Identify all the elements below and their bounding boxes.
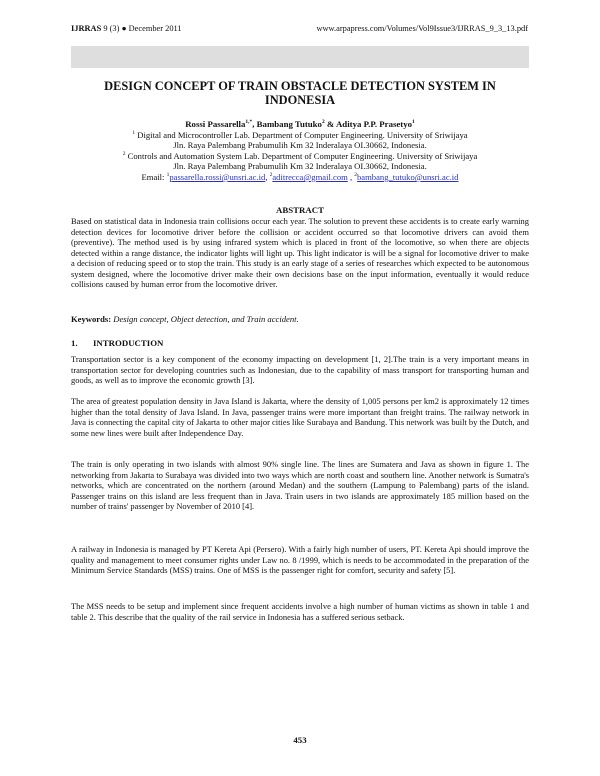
author-1: Rossi Passarella xyxy=(185,119,246,129)
body-paragraph: Transportation sector is a key component of the economy impacting on development [1, 2].The train is a very important means in transportation sector for developing countries such as Indonesian, due to the capability of mass transport for transporting human and goods, as well as to improve the economic growth [3]. xyxy=(71,354,529,386)
section-title: INTRODUCTION xyxy=(93,338,164,348)
body-paragraph: The MSS needs to be setup and implement since frequent accidents involve a high number of human victims as shown in table 1 and table 2. This describe that the quality of the rail service in Indonesia has a suffered serious setback. xyxy=(71,601,529,622)
email-3-sup: 2 xyxy=(354,172,357,179)
affiliation-2-line-1: Controls and Automation System Lab. Department of Computer Engineering. University of Sriwijaya xyxy=(125,150,478,161)
page-number: 453 xyxy=(293,735,307,745)
keywords-text: Design concept, Object detection, and Train accident. xyxy=(111,314,299,324)
author-2-sup: 2 xyxy=(321,119,325,126)
running-header-journal xyxy=(71,24,182,33)
journal-issue: 9 (3) ● December 2011 xyxy=(103,24,182,33)
abstract-text: Based on statistical data in Indonesia train collisions occur each year. The solution to prevent these accidents is to create early warning detection devices for locomotive driver before the collision or accident occurred so that locomotive drivers can avoid them (preventive). The method used is by using infrared system which is placed in front of the locomotive, so when there are objects detected within a range distance, the indicator lights will light up. This light indicator is will be a signal for locomotive driver to make a decision of reducing speed or to stop the train. This study is an early stage of a series of researches which expected to be autonomous system designed, where the locomotive driver make their own decisions base on the input information, eventually it would reduce collisions caused by human error from the locomotive driver. xyxy=(71,216,529,290)
email-line xyxy=(71,172,529,183)
email-sep-1: , xyxy=(265,171,270,182)
email-label: Email: xyxy=(141,171,167,182)
affiliation-2-sup: 2 xyxy=(122,150,126,157)
running-header-url[interactable]: www.arpapress.com/Volumes/Vol9Issue3/IJRRAS_9_3_13.pdf xyxy=(316,24,528,33)
email-1-sup: 1 xyxy=(166,172,170,179)
email-2-sup: 2 xyxy=(269,172,273,179)
author-2: , Bambang Tutuko xyxy=(252,119,322,129)
keywords-label: Keywords: xyxy=(71,314,112,324)
affiliation-1-line-1: Digital and Microcontroller Lab. Department of Computer Engineering. University of Sriwijaya xyxy=(135,129,468,140)
affiliation-2-line-2: Jln. Raya Palembang Prabumulih Km 32 Inderalaya OI.30662, Indonesia. xyxy=(173,161,427,172)
author-names xyxy=(71,119,529,130)
email-link-1[interactable]: passarella.rossi@unsri.ac.id xyxy=(169,171,266,182)
email-link-3[interactable]: bambang_tutuko@unsri.ac.id xyxy=(357,171,459,182)
body-paragraph: A railway in Indonesia is managed by PT Kereta Api (Persero). With a fairly high number of users, PT. Kereta Api should improve the quality and management to meet consumer rights under Law no. 8 /1999, which is needs to be accommodated in the preparation of the Minimum Service Standards (MSS) trains. One of MSS is the passenger right for comfort, security and safety [5]. xyxy=(71,544,529,576)
author-1-sup: 1,* xyxy=(245,119,253,126)
paper-title: DESIGN CONCEPT OF TRAIN OBSTACLE DETECTION SYSTEM IN INDONESIA xyxy=(104,79,496,107)
author-block xyxy=(71,119,529,183)
section-heading-introduction xyxy=(71,338,163,348)
body-paragraph: The area of greatest population density in Java Island is Jakarta, where the density of 1,005 persons per km2 is approximately 12 times higher than the total density of Java Island. In Java, passenger trains were more important than freight trains. The railway network in Java is connecting the capital city of Jakarta to other major cities like Surabaya and Bandung. This network was built by the Dutch, and some new lines were built after Independence Day. xyxy=(71,396,529,438)
affiliation-1-sup: 1 xyxy=(132,129,136,136)
abstract-heading: ABSTRACT xyxy=(276,205,324,215)
affiliation-1 xyxy=(71,130,529,141)
author-3-sup: 1 xyxy=(412,119,415,126)
affiliation-2 xyxy=(71,151,529,162)
body-paragraph: The train is only operating in two islands with almost 90% single line. The lines are Sumatera and Java as shown in figure 1. The networking from Jakarta to Surabaya was divided into two ways which are north coast and southern line. Another network is Sumatra's networks, which are concentrated on the northern (around Medan) and the southern (Lampung to Palembang) parts of the island. Passenger trains on this island are less frequent than in Java. Train users in two islands are approximately 185 million based on the number of trains' passenger by November of 2010 [4]. xyxy=(71,459,529,512)
keywords xyxy=(71,314,529,324)
journal-name: IJRRAS xyxy=(71,24,102,33)
affiliation-1-line-2: Jln. Raya Palembang Prabumulih Km 32 Inderalaya OI.30662, Indonesia. xyxy=(173,140,427,151)
section-number: 1. xyxy=(71,338,78,348)
header-band xyxy=(71,46,529,68)
email-sep-2: , xyxy=(347,171,355,182)
author-3: & Aditya P.P. Prasetyo xyxy=(324,119,413,129)
email-link-2[interactable]: aditrecca@gmail.com xyxy=(272,171,348,182)
